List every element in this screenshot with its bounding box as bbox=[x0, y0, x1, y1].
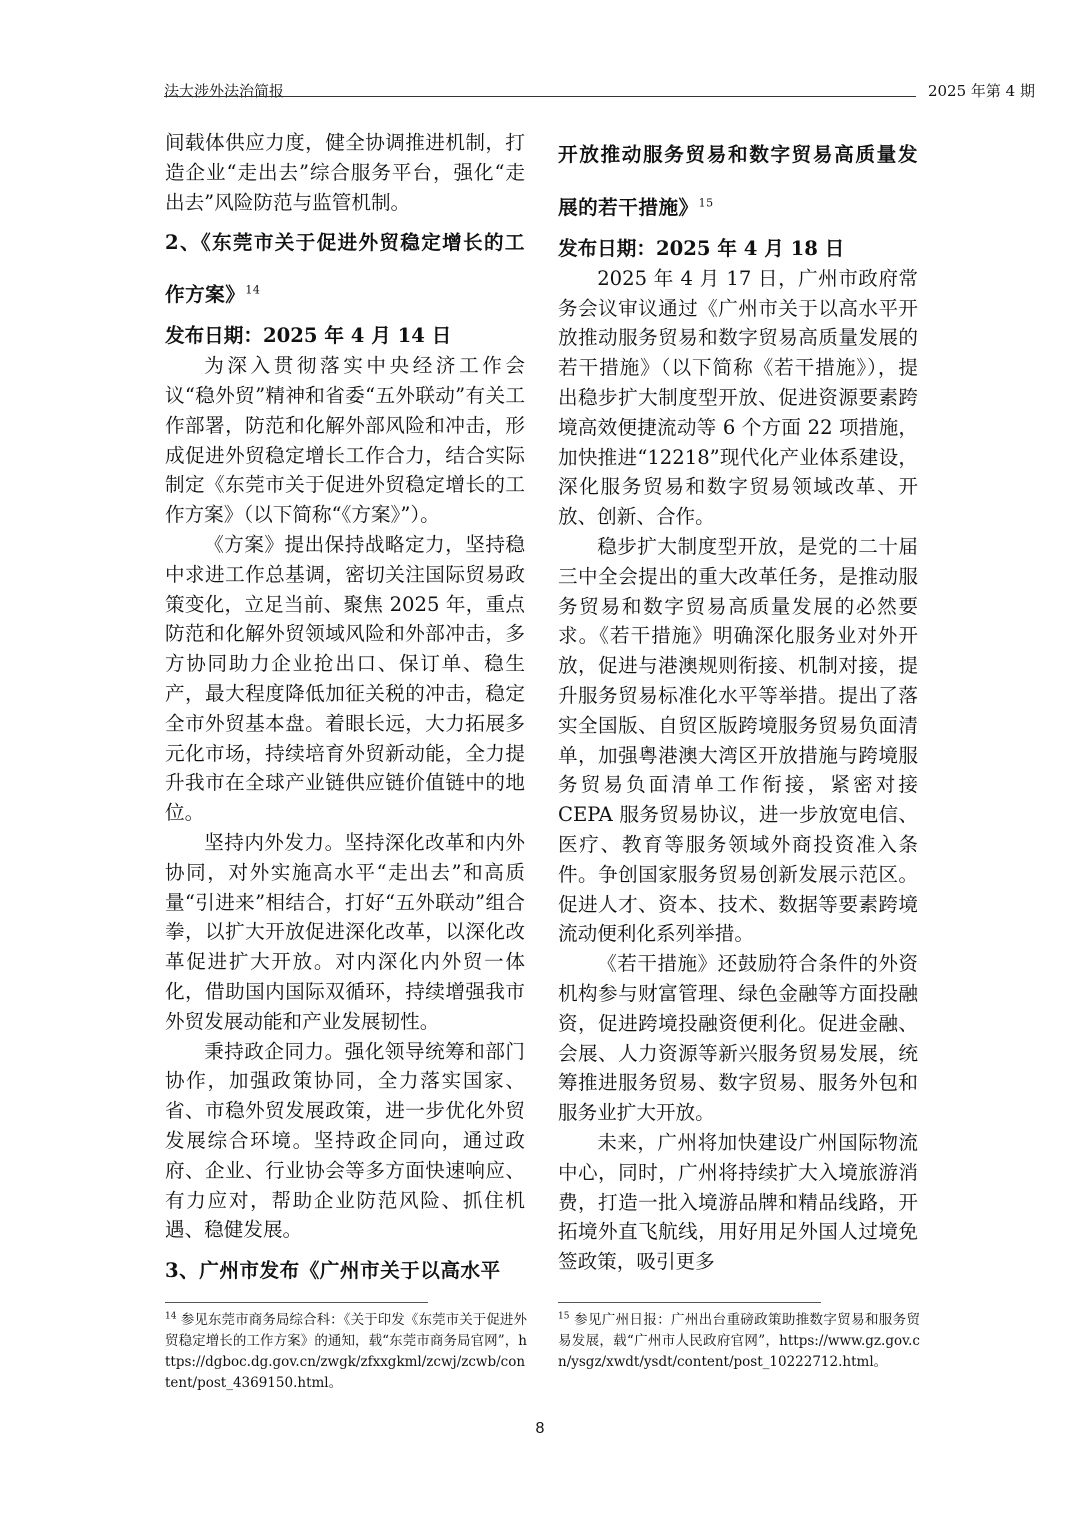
paragraph: 《方案》提出保持战略定力，坚持稳中求进工作总基调，密切关注国际贸易政策变化，立足当前、聚焦 2025 年，重点防范和化解外贸领域风险和外部冲击，多方协同助力企业抢出口、保订单、稳生产，最大程度降低加征关税的冲击，稳定全市外贸基本盘。着眼长远，大力拓展多元化市场，持续培育外贸新动能，全力提升我市在全球产业链供应链价值链中的地位。 bbox=[165, 532, 525, 825]
continued-text: 间载体供应力度，健全协调推进机制，打造企业“走出去”综合服务平台，强化“走出去”风险防范与监管机制。 bbox=[165, 131, 525, 214]
header-divider bbox=[164, 96, 916, 97]
paragraph: 《若干措施》还鼓励符合条件的外资机构参与财富管理、绿色金融等方面投融资，促进跨境投融资便利化。促进金融、会展、人力资源等新兴服务贸易发展，统筹推进服务贸易、数字贸易、服务外包和服务业扩大开放。 bbox=[558, 952, 918, 1125]
footnote-14 bbox=[165, 1310, 527, 1394]
footnote-text: 参见东莞市商务局综合科：《关于印发《东莞市关于促进外贸稳定增长的工作方案》的通知，载“东莞市商务局官网”，https://dgboc.dg.gov.cn/zwgk/zfxxgkml/zcwj/zcwb/content/post_4369150.html。 bbox=[165, 1312, 528, 1391]
paragraph: 为深入贯彻落实中央经济工作会议“稳外贸”精神和省委“五外联动”有关工作部署，防范和化解外部风险和冲击，形成促进外贸稳定增长工作合力，结合实际制定《东莞市关于促进外贸稳定增长的工作方案》（以下简称“《方案》”）。 bbox=[165, 354, 525, 527]
section-2-heading bbox=[165, 217, 525, 321]
paragraph: 稳步扩大制度型开放，是党的二十届三中全会提出的重大改革任务，是推动服务贸易和数字贸易高质量发展的必然要求。《若干措施》明确深化服务业对外开放，促进与港澳规则衔接、机制对接，提升服务贸易标准化水平等举措。提出了落实全国版、自贸区版跨境服务贸易负面清单，加强粤港澳大湾区开放措施与跨境服务贸易负面清单工作衔接，紧密对接 CEPA 服务贸易协议，进一步放宽电信、医疗、教育等服务领域外商投资准入条件。争创国家服务贸易创新发展示范区。促进人才、资本、技术、数据等要素跨境流动便利化系列举措。 bbox=[558, 534, 918, 946]
section-3-heading-start: 3、广州市发布《广州市关于以高水平 bbox=[165, 1259, 501, 1283]
section-2-date: 发布日期：2025 年 4 月 14 日 bbox=[165, 324, 452, 348]
footnote-number: 15 bbox=[558, 1311, 570, 1322]
publication-title: 法大涉外法治简报 bbox=[164, 82, 285, 100]
issue-number: 2025 年第 4 期 bbox=[927, 82, 1035, 100]
left-column bbox=[165, 128, 525, 1297]
footnote-15 bbox=[558, 1310, 920, 1373]
section-3-date: 发布日期：2025 年 4 月 18 日 bbox=[558, 237, 845, 260]
footnote-text: 参见广州日报：广州出台重磅政策助推数字贸易和服务贸易发展，载“广州市人民政府官网”，https://www.gz.gov.cn/ysgz/xwdt/ysdt/content/post_10222712.html。 bbox=[558, 1312, 921, 1370]
footnote-divider-right bbox=[558, 1302, 821, 1303]
paragraph: 2025 年 4 月 17 日，广州市政府常务会议审议通过《广州市关于以高水平开放推动服务贸易和数字贸易高质量发展的若干措施》（以下简称《若干措施》），提出稳步扩大制度型开放、促进资源要素跨境高效便捷流动等 6 个方面 22 项措施，加快推进“12218”现代化产业体系建设，深化服务贸易和数字贸易领域改革、开放、创新、合作。 bbox=[558, 266, 918, 529]
footnote-ref-14[interactable]: 14 bbox=[245, 283, 261, 297]
paragraph: 未来，广州将加快建设广州国际物流中心，同时，广州将持续扩大入境旅游消费，打造一批入境游品牌和精品线路，开拓境外直飞航线，用好用足外国人过境免签政策，吸引更多 bbox=[558, 1130, 918, 1274]
footnote-ref-15[interactable]: 15 bbox=[698, 196, 714, 210]
section-3-heading-cont bbox=[558, 128, 918, 234]
footnote-number: 14 bbox=[165, 1311, 177, 1322]
paragraph: 秉持政企同力。强化领导统筹和部门协作，加强政策协同，全力落实国家、省、市稳外贸发展政策，进一步优化外贸发展综合环境。坚持政企同向，通过政府、企业、行业协会等多方面快速响应、有力应对，帮助企业防范风险、抓住机遇、稳健发展。 bbox=[165, 1039, 525, 1242]
page-header bbox=[164, 76, 1035, 102]
right-column bbox=[558, 128, 918, 1277]
section-2-heading-text: 2、《东莞市关于促进外贸稳定增长的工作方案》 bbox=[165, 231, 525, 307]
section-3-heading-text: 开放推动服务贸易和数字贸易高质量发展的若干措施》 bbox=[558, 143, 918, 219]
page-number: 8 bbox=[535, 1420, 545, 1437]
paragraph: 坚持内外发力。坚持深化改革和内外协同，对外实施高水平“走出去”和高质量“引进来”相结合，打好“五外联动”组合拳，以扩大开放促进深化改革，以深化改革促进扩大开放。对内深化内外贸一体化，借助国内国际双循环，持续增强我市外贸发展动能和产业发展韧性。 bbox=[165, 830, 525, 1033]
footnote-divider-left bbox=[165, 1302, 428, 1303]
